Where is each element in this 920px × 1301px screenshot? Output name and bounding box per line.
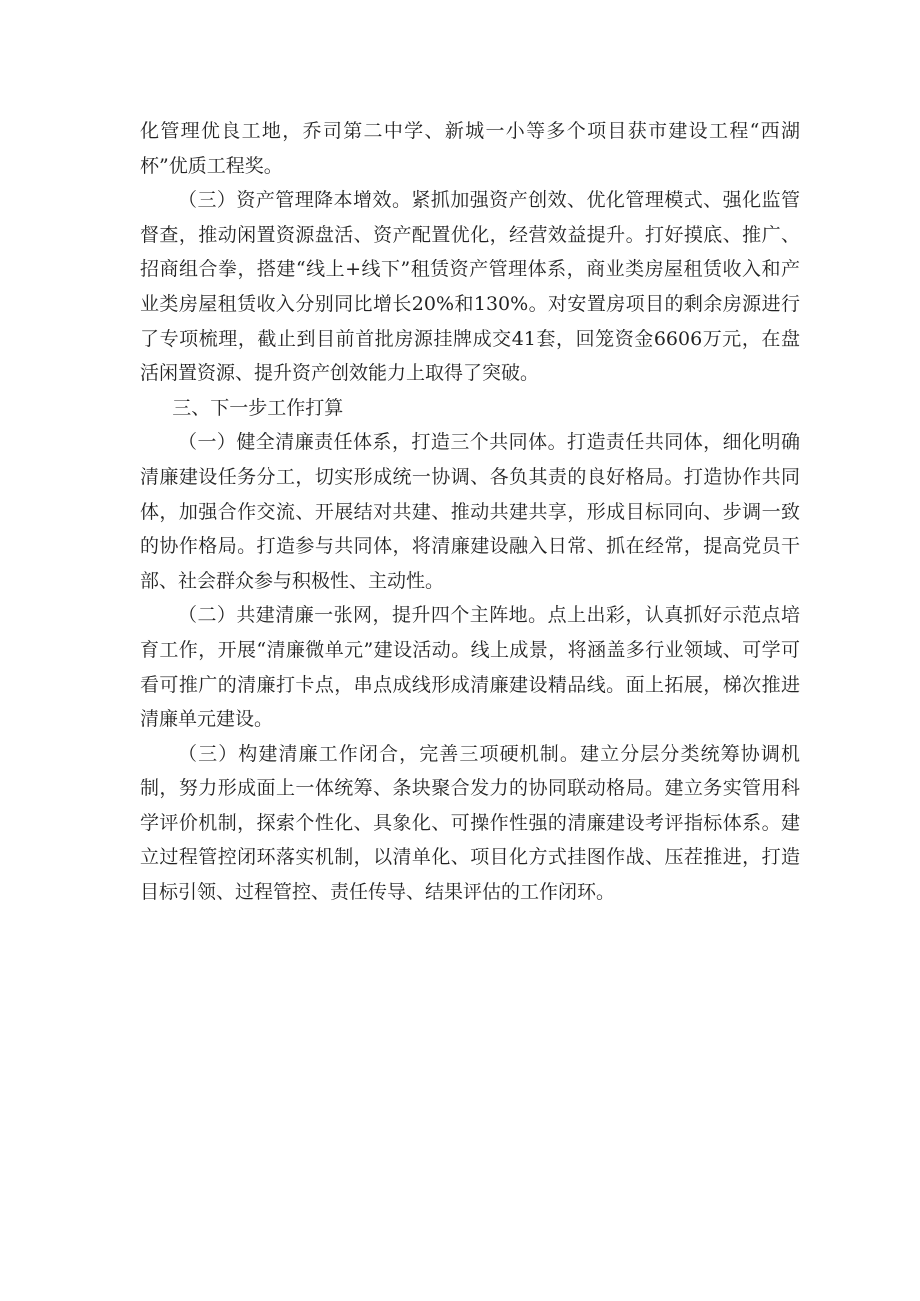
paragraph-clean-network: （二）共建清廉一张网，提升四个主阵地。点上出彩，认真抓好示范点培育工作，开展“清廉微单元”建设活动。线上成景，将涵盖多行业领域、可学可看可推广的清廉打卡点，串点成线形成清廉建设精品线。面上拓展，梯次推进清廉单元建设。 [140, 604, 800, 731]
paragraph-mechanisms: （三）构建清廉工作闭合，完善三项硬机制。建立分层分类统筹协调机制，努力形成面上一体统筹、条块聚合发力的协同联动格局。建立务实管用科学评价机制，探索个性化、具象化、可操作性强的清廉建设考评指标体系。建立过程管控闭环落实机制，以清单化、项目化方式挂图作战、压茬推进，打造目标引领、过程管控、责任传导、结果评估的工作闭环。 [140, 742, 800, 904]
paragraph-asset-management: （三）资产管理降本增效。紧抓加强资产创效、优化管理模式、强化监管督查，推动闲置资源盘活、资产配置优化，经营效益提升。打好摸底、推广、招商组合拳，搭建“线上+线下”租赁资产管理体系，商业类房屋租赁收入和产业类房屋租赁收入分别同比增长20%和130%。对安置房项目的剩余房源进行了专项梳理，截止到目前首批房源挂牌成交41套，回笼资金6606万元，在盘活闲置资源、提升资产创效能力上取得了突破。 [140, 189, 800, 385]
paragraph-continuation: 化管理优良工地，乔司第二中学、新城一小等多个项目获市建设工程“西湖杯”优质工程奖。 [140, 120, 800, 177]
paragraph-responsibility-system: （一）健全清廉责任体系，打造三个共同体。打造责任共同体，细化明确清廉建设任务分工，切实形成统一协调、各负其责的良好格局。打造协作共同体，加强合作交流、开展结对共建、推动共建共享，形成目标同向、步调一致的协作格局。打造参与共同体，将清廉建设融入日常、抓在经常，提高党员干部、社会群众参与积极性、主动性。 [140, 431, 800, 592]
section-heading-next-steps: 三、下一步工作打算 [172, 396, 344, 419]
document-page [140, 114, 800, 910]
